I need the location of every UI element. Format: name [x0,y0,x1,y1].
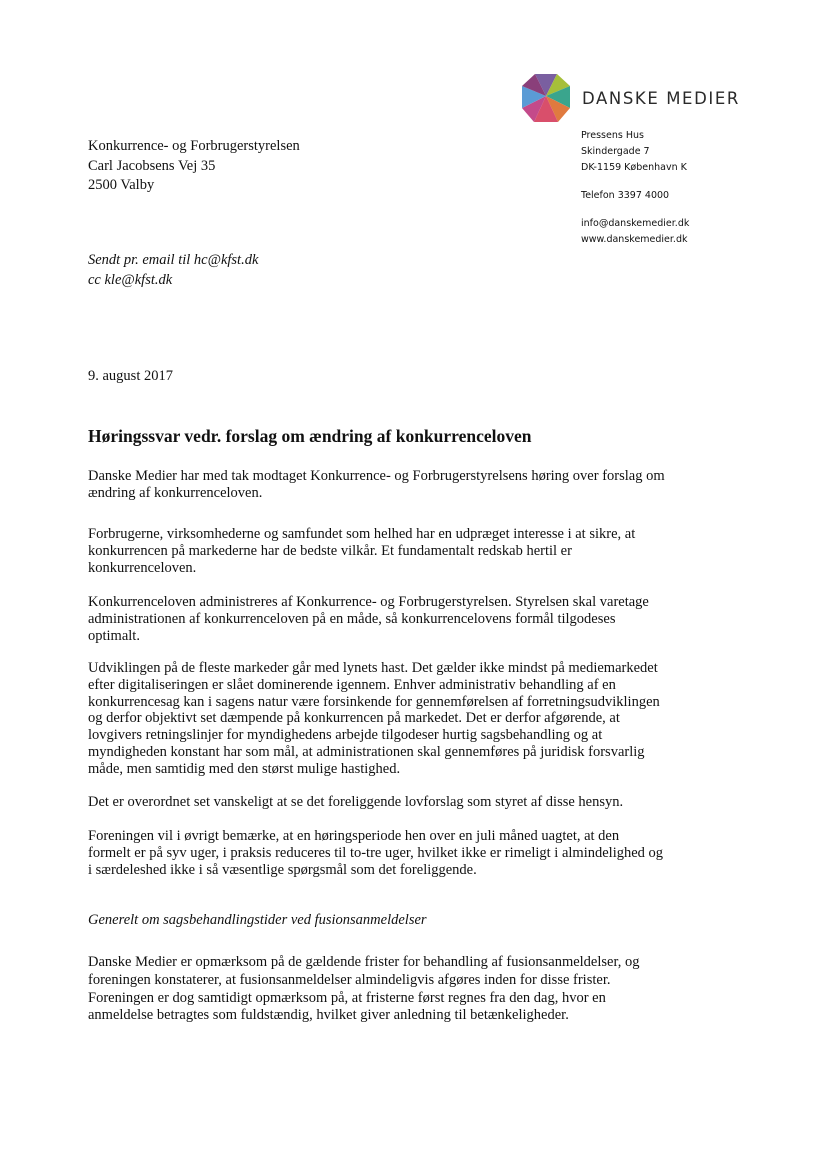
paragraph-line: i særdeleshed ikke i så væsentlige spørgsmål som det foreliggende. [88,861,477,878]
sent-info [88,251,258,290]
recipient-street: Carl Jacobsens Vej 35 [88,157,216,174]
recipient-city: 2500 Valby [88,177,155,193]
paragraph-line: konkurrencesag kan i sagens natur være forsinkende for gennemførelsen af forretningsudviklingen [88,693,660,710]
paragraph-line: formelt er på syv uger, i praksis reduceres til to-tre uger, hvilket ikke er rimeligt i almindelighed og [88,844,664,861]
paragraph-line: foreningen konstaterer, at fusionsanmeldelser almindeligvis afgøres inden for disse frister. [88,971,611,988]
sender-email: info@danskemedier.dk [581,218,690,229]
recipient-address [88,137,300,196]
body-paragraph [88,828,748,878]
body-paragraph [88,594,748,644]
brand-name: DANSKE MEDIER [582,89,740,108]
paragraph-line: Forbrugerne, virksomhederne og samfundet som helhed har en udpræget interesse i at sikre, at [88,526,636,542]
section-subheading: Generelt om sagsbehandlingstider ved fusionsanmeldelser [88,912,427,928]
letter-heading: Høringssvar vedr. forslag om ændring af konkurrenceloven [88,426,532,446]
paragraph-line: og derfor objektivt set dæmpende på konkurrencen på markedet. Det er derfor afgørende, at [88,710,620,727]
letter-date: 9. august 2017 [88,368,173,384]
paragraph-line: optimalt. [88,627,140,644]
sender-street: Skindergade 7 [581,146,650,157]
paragraph-line: efter digitaliseringen er slået dominerende igennem. Enhver administrativ behandling af en [88,676,616,693]
paragraph-line: Udviklingen på de fleste markeder går med lynets hast. Det gælder ikke mindst på mediemarkedet [88,660,658,676]
paragraph-line: Konkurrenceloven administreres af Konkurrence- og Forbrugerstyrelsen. Styrelsen skal varetage [88,594,649,610]
paragraph-line: ændring af konkurrenceloven. [88,484,263,501]
paragraph-line: konkurrenceloven. [88,559,197,576]
body-paragraph [88,468,748,502]
sender-city: DK-1159 København K [581,162,687,173]
paragraph-line: Danske Medier er opmærksom på de gældende frister for behandling af fusionsanmeldelser, og [88,954,640,970]
logo-mark-icon [520,72,572,124]
paragraph-line: konkurrencen på markederne har de bedste vilkår. Et fundamentalt redskab hertil er [88,542,572,559]
paragraph-line: Det er overordnet set vanskeligt at se det foreliggende lovforslag som styret af disse hensyn. [88,794,624,810]
sender-phone: Telefon 3397 4000 [581,190,670,201]
sent-line: Sendt pr. email til hc@kfst.dk [88,252,259,268]
body-paragraph [88,526,748,576]
body-paragraph [88,954,748,1025]
paragraph-line: anmeldelse betragtes som fuldstændig, hvilket giver anledning til betænkeligheder. [88,1007,569,1024]
sender-web: www.danskemedier.dk [581,234,688,245]
sender-address [581,128,689,248]
paragraph-line: lovgivers retningslinjer for myndighedens arbejde tilgodeser hurtig sagsbehandling og at [88,727,603,744]
paragraph-line: måde, men samtidig med den størst mulige hastighed. [88,760,401,777]
paragraph-line: myndigheden konstant har som mål, at administrationen skal gennemføres på juridisk forsvarlig [88,743,645,760]
body-paragraph [88,794,748,811]
cc-line: cc kle@kfst.dk [88,271,173,288]
sender-building: Pressens Hus [581,130,644,141]
paragraph-line: Foreningen er dog samtidigt opmærksom på, at fristerne først regnes fra den dag, hvor en [88,989,606,1006]
paragraph-line: Danske Medier har med tak modtaget Konkurrence- og Forbrugerstyrelsens høring over forslag om [88,468,665,484]
paragraph-line: Foreningen vil i øvrigt bemærke, at en høringsperiode hen over en juli måned uagtet, at den [88,828,620,844]
paragraph-line: administrationen af konkurrenceloven på en måde, så konkurrencelovens formål tilgodeses [88,610,616,627]
recipient-name: Konkurrence- og Forbrugerstyrelsen [88,138,300,154]
danske-medier-logo [520,72,760,122]
body-paragraph [88,660,748,778]
